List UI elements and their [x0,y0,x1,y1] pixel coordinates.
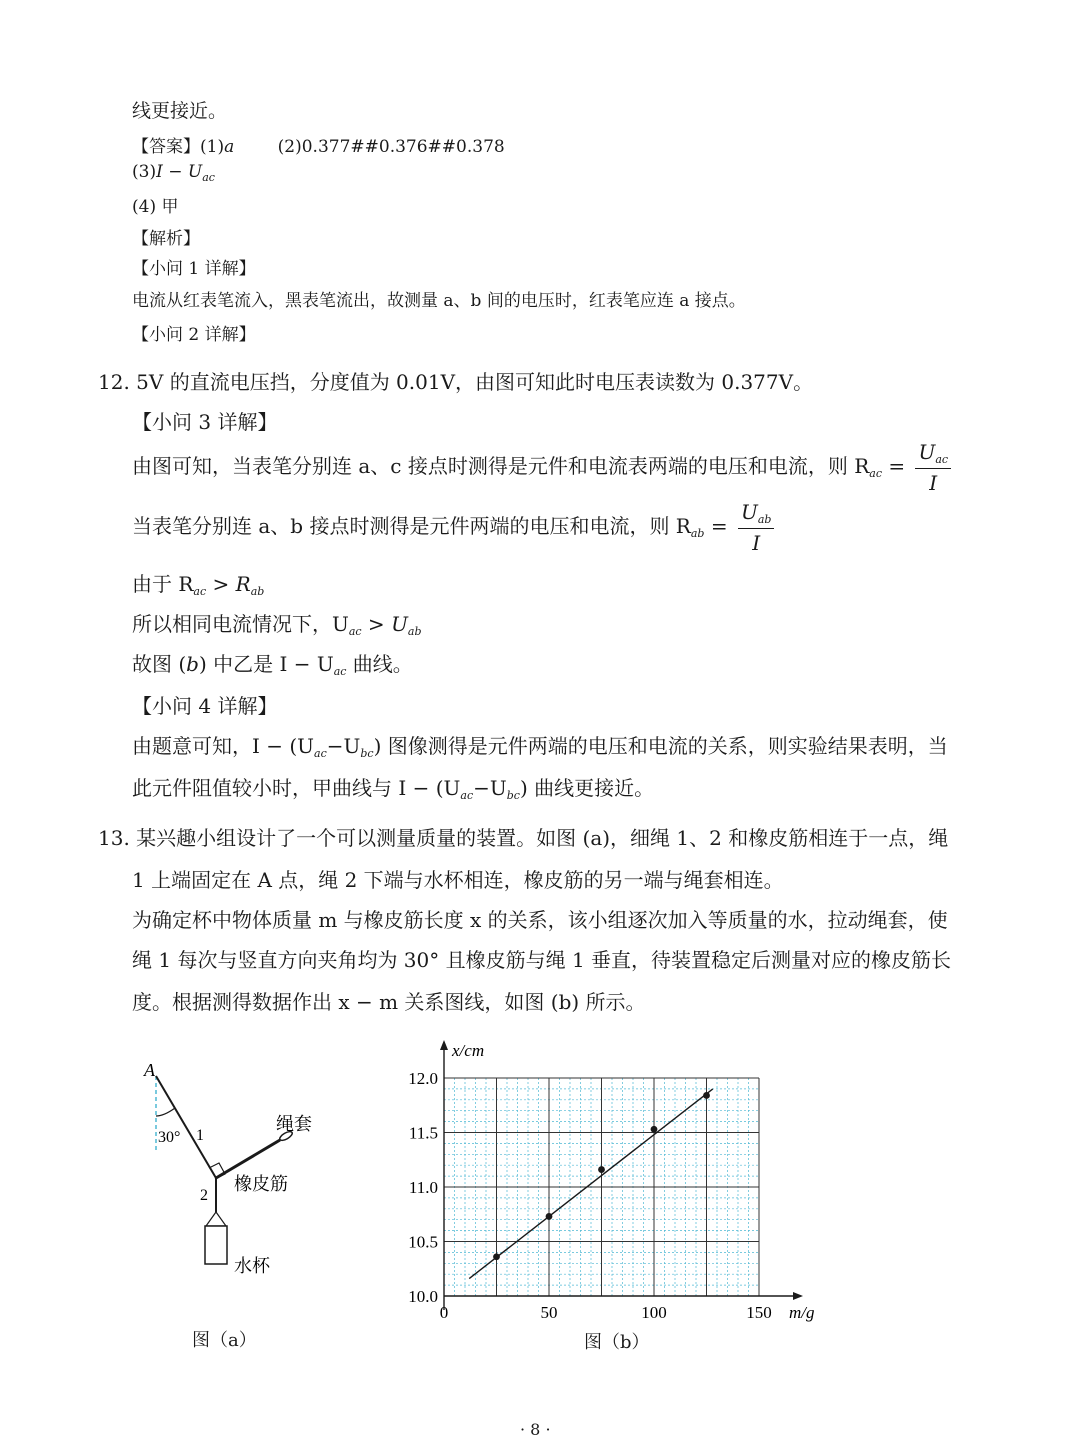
p13-line4: 绳 1 每次与竖直方向夹角均为 30° 且橡皮筋与绳 1 垂直，待装置稳定后测量对应的橡皮筋长 [132,948,952,972]
q3-title: 【小问 3 详解】 [132,410,278,434]
q4-line1: 由题意可知，$I - (U_{ac}-U_{bc})$ 图像测得是元件两端的电压和电流的关系，则实验结果表明，当 [132,734,948,760]
q3-line3: 由于 $R_{ac} > R_{ab}$ [132,572,265,598]
p13-line1: 13. 某兴趣小组设计了一个可以测量质量的装置。如图 (a)，细绳 1、2 和橡皮筋相连于一点，绳 [98,826,949,850]
y-tick-label: 11.0 [408,1178,438,1197]
y-tick-label: 11.5 [408,1123,438,1143]
analysis-label: 【解析】 [132,229,200,249]
p13-line3: 为确定杯中物体质量 m 与橡皮筋长度 x 的关系，该小组逐次加入等质量的水，拉动绳套，使 [132,908,948,932]
water-cup-label: 水杯 [234,1256,270,1276]
q2-title: 【小问 2 详解】 [132,325,256,345]
q3-fraction-ac: $\frac{U_{ac}}{I}$ [915,440,951,495]
data-point [703,1092,710,1099]
rope-1-label: 1 [196,1127,204,1144]
data-point [546,1213,553,1220]
y-tick-label: 12.0 [408,1069,438,1088]
x-tick-label: 0 [439,1303,449,1322]
figure-b-caption: 图（b） [584,1332,650,1353]
rubber-band [216,1140,280,1178]
p13-line2: 1 上端固定在 A 点，绳 2 下端与水杯相连，橡皮筋的另一端与绳套相连。 [132,868,784,892]
p13-line5: 度。根据测得数据作出 x − m 关系图线，如图 (b) 所示。 [132,990,646,1014]
angle-label: 30° [158,1129,181,1146]
rope-2-label: 2 [200,1187,208,1204]
q3-line4: 所以相同电流情况下，$U_{ac} > U_{ab}$ [132,612,422,638]
data-point [598,1166,605,1173]
x-tick-label: 100 [641,1303,667,1322]
data-point [493,1253,500,1260]
answer-2: (2)0.377##0.376##0.378 [277,137,505,157]
point-a-label: A [144,1060,155,1080]
answer-3: $(3)I - U_{ac}$ [132,162,215,184]
figure-b-chart [396,1036,836,1326]
y-tick-label: 10.5 [408,1232,438,1252]
y-axis-label: x/cm [452,1041,485,1060]
continued-line: 线更接近。 [132,100,228,122]
q3-line2: 当表笔分别连 a、b 接点时测得是元件两端的电压和电流，则 $R_{ab}$ = $\frac{U_{ab}}{I}$ [132,500,774,555]
answer-4: (4) 甲 [132,197,179,217]
q3-fraction-ab: $\frac{U_{ab}}{I}$ [738,500,774,555]
x-axis-label: m/g [789,1303,815,1322]
y-axis-arrow [440,1040,448,1050]
figure-a-caption: 图（a） [192,1330,257,1351]
x-axis-arrow [793,1292,803,1300]
data-point [651,1126,658,1133]
q2-text: 12. 5V 的直流电压挡，分度值为 0.01V，由图可知此时电压表读数为 0.377V。 [98,370,814,394]
answer-1-value: a [224,137,235,157]
q3-line5: 故图 (b) 中乙是 $I - U_{ac}$ 曲线。 [132,652,413,678]
q4-title: 【小问 4 详解】 [132,694,278,718]
q1-title: 【小问 1 详解】 [132,259,256,279]
q4-line2: 此元件阻值较小时，甲曲线与 $I - (U_{ac}-U_{bc})$ 曲线更接近。 [132,776,655,802]
rope-1 [156,1076,216,1178]
answer-1: (1) [200,137,225,157]
angle-arc [156,1108,175,1116]
water-cup [205,1226,227,1264]
answer-label: 【答案】 [132,137,200,157]
q3-line1: 由图可知，当表笔分别连 a、c 接点时测得是元件和电流表两端的电压和电流，则 $R_{ac}$ = $\frac{U_{ac}}{I}$ [132,440,951,495]
x-tick-label: 50 [540,1303,558,1322]
figure-a-diagram [130,1050,340,1300]
page-number: · 8 · [520,1420,551,1439]
rubber-band-label: 橡皮筋 [234,1174,288,1194]
cup-hanger [206,1212,226,1226]
q1-text: 电流从红表笔流入，黑表笔流出，故测量 a、b 间的电压时，红表笔应连 a 接点。 [132,291,746,311]
y-tick-label: 10.0 [408,1287,438,1306]
answer-line [132,132,505,157]
rope-loop-label: 绳套 [276,1114,312,1134]
x-tick-label: 150 [746,1303,772,1322]
